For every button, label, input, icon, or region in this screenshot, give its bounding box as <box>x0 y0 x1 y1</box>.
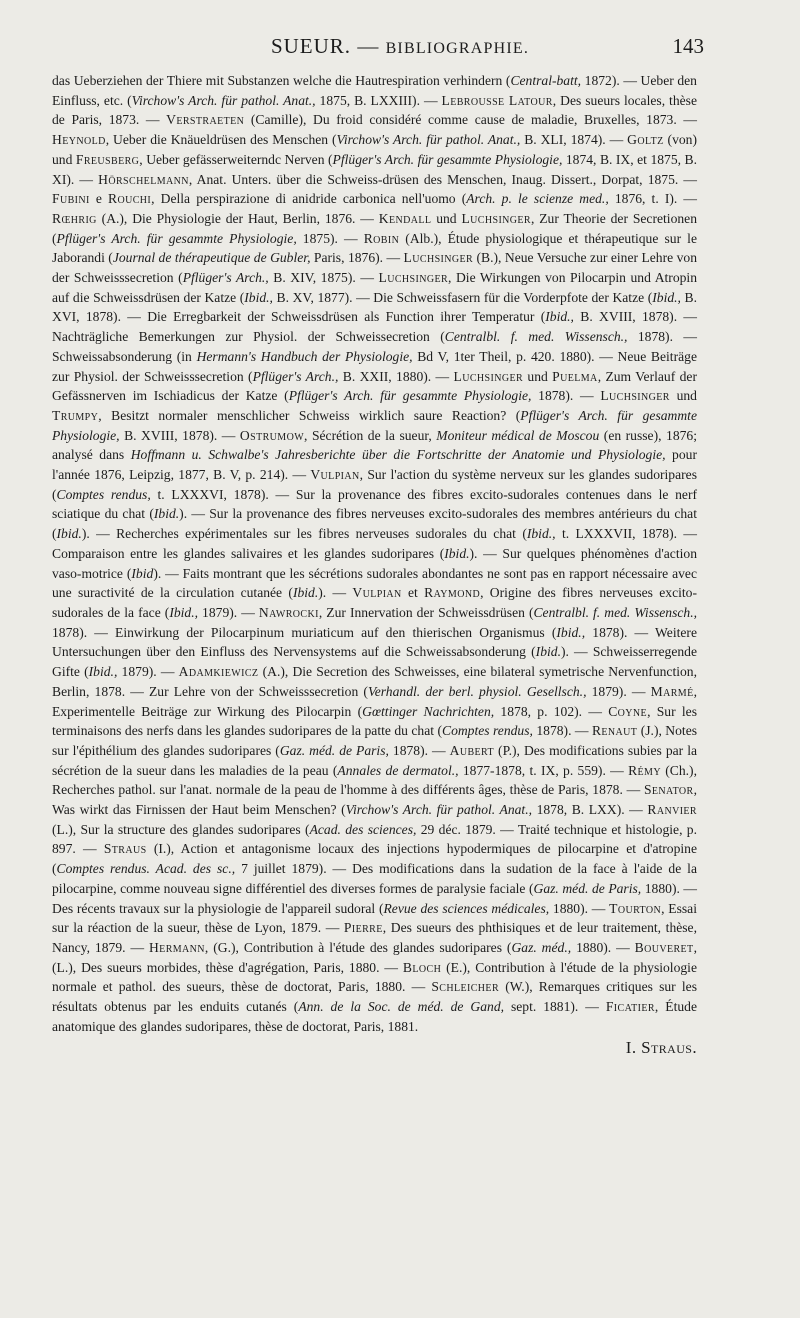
author-name: Verstraeten <box>166 112 245 128</box>
source-title: Pflüger's Arch., <box>182 270 269 286</box>
text-run: 1878). — Schweissabsonderung (in <box>52 329 697 364</box>
running-header <box>0 34 800 64</box>
source-title: Ibid., <box>652 289 681 305</box>
text-run: , Des sueurs des phthisiques et de leur traitement, thèse, Nancy, 1879. — <box>52 920 697 955</box>
running-title-separator: — <box>357 34 380 58</box>
source-title: Ibid., <box>244 289 273 305</box>
text-run: , Was wirkt das Firnissen der Haut beim Menschen? ( <box>52 782 697 818</box>
author-name: Rœhrig <box>52 210 97 226</box>
source-title: Virchow's Arch. für pathol. Anat., <box>131 92 316 108</box>
author-name: Fubini <box>52 191 90 207</box>
text-run: 1879). — <box>198 604 259 620</box>
bibliography-text <box>52 71 697 1058</box>
source-title: Pflüger's Arch. für gesammte Physiologie, <box>52 407 697 443</box>
text-run: , Origine des fibres nerveuses excito-sudorales de la face ( <box>52 585 698 620</box>
text-run: 1880). — <box>549 900 610 916</box>
source-title: Journal de thérapeutique de Gubler, <box>112 250 311 266</box>
source-title: Arch. p. le scienze med., <box>466 191 609 207</box>
author-name: Nawrocki <box>258 604 319 620</box>
text-run: (E.), Contribution à l'étude de la physiologie normale et pathol. des sueurs, thèse de doctorat, Paris, 1880. — <box>52 959 697 995</box>
bibliography-paragraph <box>52 71 697 1036</box>
source-title: Ibid. <box>153 506 180 522</box>
text-run: Bd V, 1ter Theil, p. 420. 1880). — Neue Beiträge zur Physiol. der Schweisssecretion ( <box>52 348 697 384</box>
text-run: B. XXII, 1880). — <box>338 368 454 384</box>
source-title: Pflüger's Arch., <box>252 368 339 384</box>
author-name: Luchsinger <box>403 250 474 266</box>
source-title: Ann. de la Soc. de méd. de Gand, <box>298 999 505 1015</box>
source-title: Virchow's Arch. für pathol. Anat., <box>345 802 532 818</box>
text-run: , Die Wirkungen von Pilocarpin und Atropin auf die Schweissdrüsen der Katze ( <box>52 270 697 305</box>
source-title: Ibid. <box>535 644 561 660</box>
source-title: Ibid. <box>56 526 82 542</box>
text-run: ). — Faits montrant que les sécrétions sudorales abondantes ne sont pas en rapport nécessaire avec une suractivité de la circulation cutanée ( <box>52 565 698 601</box>
text-run: (A.), Die Physiologie der Haut, Berlin, 1876. — <box>96 210 379 226</box>
author-name: Hermann <box>148 939 205 955</box>
text-run: 1876, t. I). — <box>608 191 697 207</box>
text-run: und <box>431 210 462 226</box>
author-name: Raymond <box>424 585 481 601</box>
author-name: Trumpy <box>52 407 99 423</box>
source-title: Hermann's Handbuch der Physiologie, <box>196 348 413 364</box>
source-title: Ibid. <box>292 585 319 601</box>
author-name: Rouchi <box>108 191 152 207</box>
text-run: B. XLI, 1874). — <box>520 132 628 148</box>
text-run: et <box>401 585 425 601</box>
source-title: Ibid. <box>444 545 470 561</box>
text-run: ). — Recherches expérimentales sur les fibres nerveuses sudorales du chat ( <box>81 526 527 542</box>
text-run: B. XVI, 1878). — Die Erregbarkeit der Schweissdrüsen als Function ihrer Temperatur ( <box>52 289 697 325</box>
text-run: Paris, 1876). — <box>310 250 404 266</box>
text-run: e <box>89 191 108 207</box>
source-title: Centralbl. f. med. Wissensch., <box>533 604 698 620</box>
text-run: 1880). — Des récents travaux sur la physiologie de l'appareil sudoral ( <box>52 880 698 916</box>
text-run: 1878, B. LXX). — <box>532 802 648 818</box>
text-run: 1877-1878, t. IX, p. 559). — <box>458 762 629 778</box>
text-run: (B.), Neue Versuche zur einer Lehre von der Schweisssecretion ( <box>52 250 697 286</box>
author-name: Kendall <box>378 210 432 226</box>
text-run: 1878). — <box>531 388 601 404</box>
source-title: Ibid., <box>545 309 574 325</box>
text-run: 1879). — <box>586 683 651 699</box>
text-run: sept. 1881). — <box>504 999 606 1015</box>
source-title: Moniteur médical de Moscou <box>436 427 600 443</box>
source-title: Pflüger's Arch. für gesammte Physiologie, <box>288 388 532 404</box>
text-run: B. XV, 1877). — Die Schweissfasern für die Vorderpfote der Katze ( <box>272 289 653 305</box>
author-name: Bouveret <box>634 939 694 955</box>
author-name: Schleicher <box>431 979 500 995</box>
text-run: , Zur Innervation der Schweissdrüsen ( <box>318 604 534 620</box>
source-title: Virchow's Arch. für pathol. Anat., <box>336 132 521 148</box>
source-title: Verhandl. der berl. physiol. Gesellsch., <box>367 683 587 699</box>
source-title: Centralbl. f. med. Wissensch., <box>444 329 628 345</box>
text-run: , Besitzt normaler menschlicher Schweiss wirklich saure Reaction? ( <box>98 407 521 423</box>
text-run: (von) und <box>52 132 697 167</box>
text-run: 1879). — <box>117 664 179 680</box>
text-run: 1875, B. LXXIII). — <box>315 92 442 108</box>
author-name: Tourton <box>609 900 662 916</box>
text-run: (W.), Remarques critiques sur les résultats obtenus par les enduits cutanés ( <box>52 979 697 1015</box>
author-name: Goltz <box>627 132 664 148</box>
author-name: Vulpian <box>352 585 402 601</box>
running-title-main: SUEUR. <box>270 34 352 58</box>
text-run: 1872). — Ueber den Einfluss, etc. ( <box>52 73 697 108</box>
text-run: und <box>669 388 697 404</box>
text-run: (L.), Sur la structure des glandes sudoripares ( <box>52 821 310 837</box>
author-name: Luchsinger <box>453 368 524 384</box>
author-name: Rémy <box>628 762 661 778</box>
text-run: 1878). — <box>532 723 592 739</box>
text-run: ). — Sur quelques phénomènes d'action vaso-motrice ( <box>52 545 697 581</box>
author-name: Aubert <box>449 742 495 758</box>
text-run: 7 juillet 1879). — Des modifications dans la sudation de la face à l'aide de la pilocarpine, comme nouveau signe différentiel des diverses formes de paralysie faciale ( <box>52 861 697 896</box>
text-run: (Ch.), Recherches pathol. sur l'anat. normale de la peau de l'homme à des différents âges, thèse de Paris, 1878. — <box>52 762 697 798</box>
source-title: Revue des sciences médicales, <box>383 900 550 916</box>
text-run: ). — <box>318 585 353 601</box>
text-run: , Étude anatomique des glandes sudoripares, thèse de doctorat, Paris, 1881. <box>52 999 697 1034</box>
text-run: , Essai sur la réaction de la sueur, thèse de Lyon, 1879. — <box>52 900 697 936</box>
author-name: Freusberg <box>75 151 140 167</box>
text-run: , Sécrétion de la sueur, <box>304 427 437 443</box>
text-run: , Della perspirazione di anidride carbonica nell'uomo ( <box>151 191 467 207</box>
text-run: , Experimentelle Beiträge zur Wirkung des Pilocarpin ( <box>52 683 697 719</box>
source-title: Annales de dermatol., <box>337 762 459 778</box>
source-title: Ibid <box>131 565 154 581</box>
text-run: (A.), Die Secretion des Schweisses, eine bilateral symetrische Nervenfunction, Berlin, 1878. — Zur Lehre von der Schweisssecretion ( <box>52 664 697 699</box>
text-run: , (L.), Des sueurs morbides, thèse d'agrégation, Paris, 1880. — <box>52 939 697 975</box>
source-title: Gaz. méd. de Paris, <box>279 742 389 758</box>
text-run: 1878). — Einwirkung der Pilocarpinum muriaticum auf den thierischen Organismus ( <box>52 624 557 640</box>
text-run: 1878). — Weitere Untersuchungen über den Einfluss des Nervensystems auf die Schweissabsonderung ( <box>52 624 697 660</box>
source-title: Ibid., <box>88 664 118 680</box>
author-name: Straus <box>103 841 147 857</box>
text-run: 1878, p. 102). — <box>494 703 609 719</box>
author-name: Coyne <box>608 703 648 719</box>
text-run: 1874, B. IX, et 1875, B. XI). — <box>52 151 697 187</box>
source-title: Comptes rendus. Acad. des sc., <box>56 861 236 877</box>
author-name: Adamkiewicz <box>178 664 259 680</box>
text-run: und <box>523 368 553 384</box>
source-title: Ibid., <box>169 604 199 620</box>
text-run: , Anat. Unters. über die Schweiss-drüsen des Menschen, Inaug. Dissert., Dorpat, 1875. — <box>188 171 697 187</box>
author-name: Ficatier <box>605 999 655 1015</box>
text-run: ). — Sur la provenance des fibres nerveuses excito-sudorales des membres antérieurs du chat ( <box>52 506 697 542</box>
author-name: Bloch <box>402 959 442 975</box>
source-title: Pflüger's Arch. für gesammte Physiologie, <box>332 151 563 167</box>
source-title: Acad. des sciences, <box>309 821 417 837</box>
author-name: Heynold <box>52 132 106 148</box>
text-run: , Sur l'action du système nerveux sur les glandes sudoripares ( <box>52 467 697 502</box>
source-title: Gœttinger Nachrichten, <box>362 703 495 719</box>
source-title: Ibid., <box>556 624 586 640</box>
text-run: t. LXXXVI, 1878). — Sur la provenance des fibres excito-sudorales contenues dans le nerf sciatique du chat ( <box>52 486 698 522</box>
text-run: 1875). — <box>296 230 364 246</box>
author-name: Luchsinger <box>600 388 670 404</box>
source-title: Gaz. méd. de Paris, <box>533 880 642 896</box>
source-title: Gaz. méd., <box>511 939 572 955</box>
page-number: 143 <box>672 34 704 58</box>
author-name: Hörschelmann <box>98 171 189 187</box>
text-run: t. LXXXVII, 1878). — Comparaison entre les glandes salivaires et les glandes sudoripares ( <box>52 526 697 561</box>
author-name: Luchsinger <box>461 210 531 226</box>
text-run: (P.), Des modifications subies par la sécrétion de la sueur dans les maladies de la peau ( <box>52 742 698 778</box>
author-name: Luchsinger <box>378 270 449 286</box>
text-run: , Ueber die Knäueldrüsen des Menschen ( <box>105 132 337 148</box>
text-run: , Sur les terminaisons des nerfs dans les glandes sudoripares de la patte du chat ( <box>52 703 697 739</box>
source-title: Hoffmann u. Schwalbe's Jahresberichte über die Fortschritte der Anatomie und Physiologie, <box>130 447 666 463</box>
text-run: 29 déc. 1879. — Traité technique et histologie, p. 897. — <box>52 821 698 857</box>
text-run: (en russe), 1876; analysé dans <box>52 427 697 463</box>
author-name: Pierre <box>343 920 383 936</box>
author-name: Senator <box>643 782 694 798</box>
author-name: Lebrousse Latour <box>441 92 553 108</box>
author-name: Vulpian <box>310 467 360 483</box>
author-name: Ranvier <box>647 802 697 818</box>
author-name: Ostrumow <box>239 427 305 443</box>
text-run: , Zum Verlauf der Gefässnerven im Ischiadicus der Katze ( <box>52 368 697 404</box>
author-name: Renaut <box>591 723 638 739</box>
text-run: (Alb.), Étude physiologique et thérapeutique sur le Jaborandi ( <box>52 230 697 266</box>
text-run: , Ueber gefässerweiterndc Nerven ( <box>139 151 333 167</box>
text-run: , (G.), Contribution à l'étude des glandes sudoripares ( <box>204 939 512 955</box>
running-title-section: BIBLIOGRAPHIE. <box>385 40 530 57</box>
author-name: Puelma <box>552 368 598 384</box>
text-run: (Camille), Du froid considéré comme cause de maladie, Bruxelles, 1873. — <box>244 112 697 128</box>
source-title: Comptes rendus, <box>56 486 151 502</box>
source-title: Comptes rendus, <box>442 723 533 739</box>
author-signature <box>52 1038 697 1058</box>
text-run: B. XIV, 1875). — <box>268 270 379 286</box>
author-name: Robin <box>363 230 400 246</box>
source-title: Central-batt, <box>510 73 582 88</box>
text-run: pour l'année 1876, Leipzig, 1877, B. V, p. 214). — <box>52 447 697 483</box>
text-run: , Zur Theorie der Secretionen ( <box>52 210 697 246</box>
text-run: , Des sueurs locales, thèse de Paris, 1873. — <box>52 92 697 128</box>
author-name: Marmé <box>650 683 694 699</box>
source-title: Pflüger's Arch. für gesammte Physiologie, <box>56 230 297 246</box>
text-run: das Ueberziehen der Thiere mit Substanzen welche die Hautrespiration verhindern ( <box>52 73 511 88</box>
text-run: B. XVIII, 1878). — <box>119 427 240 443</box>
text-run: B. XVIII, 1878). — Nachträgliche Bemerkungen zur Physiol. der Schweissecretion ( <box>52 309 697 345</box>
text-run: 1880). — <box>571 939 635 955</box>
text-run: (J.), Notes sur l'épithélium des glandes sudoripares ( <box>52 723 698 758</box>
source-title: Ibid., <box>526 526 556 542</box>
text-run: (I.), Action et antagonisme locaux des injections hypodermiques de pilocarpine et d'atropine ( <box>52 841 698 877</box>
text-run: ). — Schweisserregende Gifte ( <box>52 644 697 680</box>
text-run: 1878). — <box>388 742 450 758</box>
signature-text: I. Straus. <box>625 1038 697 1058</box>
